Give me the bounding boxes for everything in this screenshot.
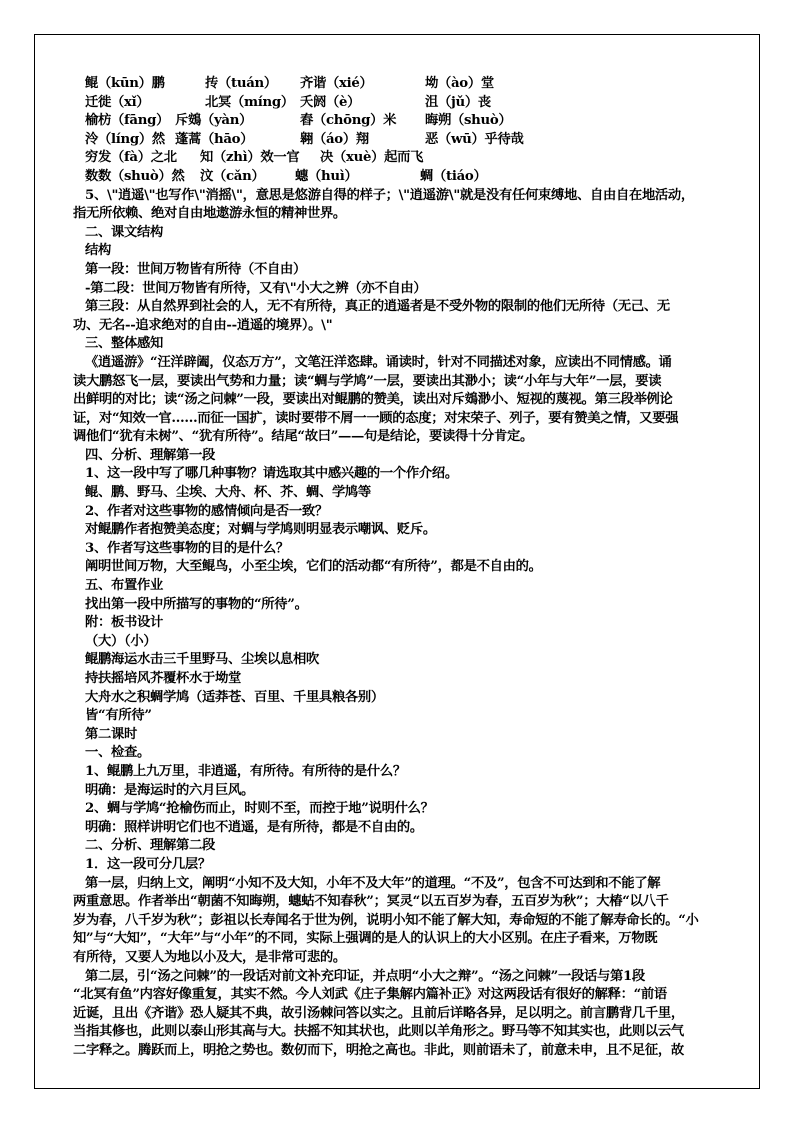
- text-line: 鲲鹏海运水击三千里野马、尘埃以息相吹: [85, 652, 319, 668]
- vocab-item: 翱（áo）翔: [300, 131, 369, 147]
- text-line: 近诞，且出《齐谐》恐人疑其不典，故引汤棘问答以实之。且前后详略各异，足以明之。前言鹏背几千里，: [73, 1005, 684, 1021]
- text-line: -第二段：世间万物皆有所待，又有\"小大之辨（亦不自由）: [85, 280, 427, 296]
- text-line: 调他们“犹有未树”、“犹有所待”。结尾“故曰”——句是结论，要读得十分肯定。: [73, 429, 533, 445]
- text-line: [85, 149, 719, 168]
- text-line: [85, 94, 719, 113]
- text-line: 第一层，归纳上文，阐明“小知不及大知，小年不及大年”的道理。“不及”，包含不可达到和不能了解: [85, 875, 661, 891]
- vocab-item: 晦朔（shuò）: [425, 113, 512, 129]
- vocab-item: 蜩（tiáo）: [420, 168, 487, 184]
- text-line: 找出第一段中所描写的事物的“所待”。: [85, 596, 308, 612]
- text-line: 读大鹏怒飞一层，要读出气势和力量；读“蜩与学鸠”一层，要读出其渺小；读“小年与大年”一层，要读: [73, 373, 662, 389]
- vocab-item: 迁徙（xǐ）: [85, 94, 150, 110]
- text-line: 有所待，又要人为地以小及大，是非常可悲的。: [73, 949, 346, 965]
- vocab-item: 抟（tuán）: [205, 76, 277, 91]
- text-line: 5、\"逍遥\"也写作\"消摇\"，意思是悠游自得的样子；\"逍遥游\"就是没有任何束缚地、自由自在地活动，: [85, 187, 694, 203]
- document-body: [73, 75, 719, 1060]
- text-line: 当指其修也，此则以泰山形其高与大。扶摇不知其状也，此则以羊角形之。野马等不知其实也，此则以云气: [73, 1024, 684, 1040]
- text-line: 知”与“大知”，“大年”与“小年”的不同，实际上强调的是人的认识上的大小区别。在庄子看来，万物既: [73, 931, 658, 947]
- vocab-item: 泠（líng）然: [85, 131, 165, 147]
- text-line: 出鲜明的对比；读“汤之问棘”一段，要读出对鲲鹏的赞美，读出对斥鴳渺小、短视的蔑视。第三段举例论: [73, 392, 673, 408]
- vocab-item: 坳（ào）堂: [425, 76, 494, 91]
- text-line: 岁为春，八千岁为秋”；彭祖以长寿闻名于世为例，说明小知不能了解大知，寿命短的不能了解寿命长的。“小: [73, 912, 699, 928]
- text-line: （大）（小）: [85, 633, 157, 649]
- text-line: 指无所依赖、绝对自由地遨游永恒的精神世界。: [73, 206, 346, 222]
- vocab-item: 舂（chōng）米: [300, 113, 397, 129]
- text-line: 明确：照样讲明它们也不逍遥，是有所待，都是不自由的。: [85, 819, 423, 835]
- vocab-item: 穷发（fà）之北: [85, 150, 177, 166]
- text-line: “北冥有鱼”内容好像重复，其实不然。今人刘武《庄子集解内篇补正》对这两段话有很好的解释：“前语: [73, 987, 667, 1003]
- text-line: 1、这一段中写了哪几种事物？请选取其中感兴趣的一个作介绍。: [85, 466, 458, 482]
- text-line: 1．这一段可分几层？: [85, 856, 211, 872]
- text-line: 1、鲲鹏上九万里，非逍遥，有所待。有所待的是什么？: [85, 763, 406, 779]
- text-line: 持扶摇培风芥覆杯水于坳堂: [85, 671, 241, 686]
- vocab-item: 知（zhì）效一官: [200, 150, 300, 166]
- text-line: 阐明世间万物，大至鲲鸟，小至尘埃，它们的活动都“有所待”，都是不自由的。: [85, 559, 542, 575]
- text-line: 2、蜩与学鸠“抢榆伤而止，时则不至，而控于地”说明什么？: [85, 801, 434, 817]
- vocab-item: 蓬蒿（hāo）: [175, 131, 254, 147]
- text-line: [85, 75, 719, 94]
- text-line: 第三段：从自然界到社会的人，无不有所待，真正的逍遥者是不受外物的限制的他们无所待（无己、无: [85, 299, 670, 315]
- vocab-item: 斥鴳（yàn）: [175, 113, 253, 129]
- vocab-item: 沮（jǔ）丧: [425, 94, 491, 110]
- text-line: 2、作者对这些事物的感情倾向是否一致？: [85, 503, 328, 519]
- text-line: [85, 112, 719, 131]
- vocab-item: 北冥（míng）: [205, 94, 294, 110]
- text-line: 结构: [85, 243, 111, 259]
- text-line: 五、布置作业: [85, 578, 163, 594]
- text-line: 四、分析、理解第一段: [85, 447, 215, 463]
- text-line: 二、分析、理解第二段: [85, 838, 215, 854]
- text-line: 两重意思。作者举出“朝菌不知晦朔，蟪蛄不知春秋”；冥灵“以五百岁为春，五百岁为秋”；大椿“以八千: [73, 894, 669, 910]
- vocab-item: 蟪（huì）: [295, 168, 358, 184]
- text-line: 二、课文结构: [85, 224, 163, 240]
- text-line: 第二课时: [85, 726, 137, 742]
- vocab-item: 榆枋（fāng）: [85, 113, 170, 129]
- text-line: 第一段：世间万物皆有所待（不自由）: [85, 261, 306, 277]
- text-line: 证，对“知效一官……而征一国扩，读时要带不屑一一顾的态度；对宋荣子、列子，要有赞美之情，又要强: [73, 410, 679, 426]
- text-line: 三、整体感知: [85, 336, 163, 352]
- text-line: 《逍遥游》“汪洋辟阖，仪态万方”，文笔汪洋恣肆。诵读时，针对不同描述对象，应读出不同情感。诵: [85, 354, 672, 370]
- vocab-item: 汶（cǎn）: [200, 168, 265, 184]
- text-line: 鲲、鹏、野马、尘埃、大舟、杯、芥、蜩、学鸠等: [85, 485, 371, 501]
- text-line: 一、检查。: [85, 745, 150, 761]
- vocab-item: 数数（shuò）然: [85, 168, 185, 184]
- text-line: 对鲲鹏作者抱赞美态度；对蜩与学鸠则明显表示嘲讽、贬斥。: [85, 522, 436, 538]
- vocab-item: 夭阏（è）: [300, 94, 361, 110]
- text-line: 附：板书设计: [85, 615, 163, 631]
- text-line: 明确：是海运时的六月巨风。: [85, 782, 254, 798]
- text-line: [85, 131, 719, 150]
- text-line: 大舟水之积蜩学鸠（适莽苍、百里、千里具粮各别）: [85, 689, 384, 705]
- text-line: 第二层，引“汤之问棘”的一段话对前文补充印证，并点明“小大之辩”。“汤之问棘”一段话与第1段: [85, 968, 645, 984]
- text-line: 功、无名--追求绝对的自由--逍遥的境界）。\": [73, 317, 333, 333]
- text-line: [85, 168, 719, 187]
- text-line: 3、作者写这些事物的目的是什么？: [85, 540, 289, 556]
- vocab-item: 齐谐（xié）: [300, 76, 373, 91]
- text-line: 皆“有所待”: [85, 708, 152, 724]
- text-line: 二字释之。腾跃而上，明抢之势也。数仞而下，明抢之高也。非此，则前语未了，前意未申，且不足征，故: [73, 1042, 684, 1058]
- vocab-item: 鲲（kūn）鹏: [85, 76, 165, 91]
- vocab-item: 决（xuè）起而飞: [320, 150, 424, 166]
- vocab-item: 恶（wū）乎待哉: [425, 131, 524, 147]
